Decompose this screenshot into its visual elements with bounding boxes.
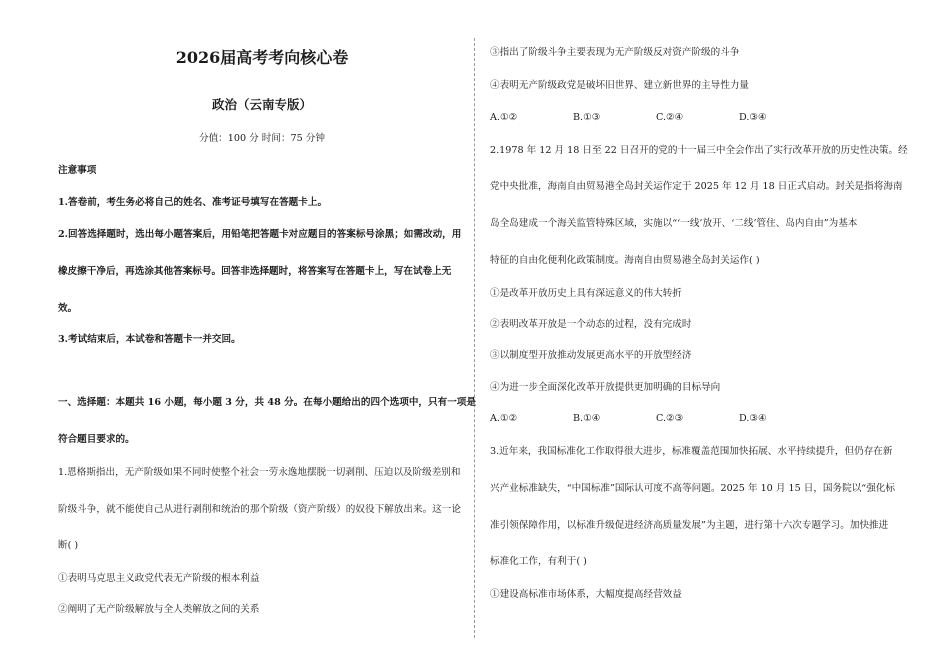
q1-stem-line-1: 1.恩格斯指出，无产阶级如果不同时使整个社会一劳永逸地摆脱一切剥削、压迫以及阶级差别和 [58, 467, 461, 478]
q1-stem-line-3: 断( ) [58, 540, 79, 551]
q1-option-b[interactable]: B.①③ [573, 112, 601, 123]
notice-item-2-line-3: 效。 [58, 303, 78, 314]
q2-statement-3: ③以制度型开放推动发展更高水平的开放型经济 [490, 350, 692, 361]
q2-option-a[interactable]: A.①② [490, 413, 518, 424]
column-divider [474, 38, 475, 638]
notice-heading: 注意事项 [58, 165, 97, 176]
q2-option-b[interactable]: B.①④ [573, 413, 601, 424]
q2-statement-4: ④为进一步全面深化改革开放提供更加明确的目标导向 [490, 382, 721, 393]
notice-item-3: 3.考试结束后，本试卷和答题卡一并交回。 [58, 334, 241, 345]
q2-stem-line-1: 2.1978 年 12 月 18 日至 22 日召开的党的十一届三中全会作出了实行改革开放的历史性决策。经 [490, 145, 908, 156]
q2-statement-1: ①是改革开放历史上具有深远意义的伟大转折 [490, 288, 682, 299]
q2-statement-2: ②表明改革开放是一个动态的过程，没有完成时 [490, 319, 692, 330]
q2-option-d[interactable]: D.③④ [739, 413, 767, 424]
q1-option-d[interactable]: D.③④ [739, 112, 767, 123]
q2-stem-line-2: 党中央批准，海南自由贸易港全岛封关运作定于 2025 年 12 月 18 日正式启动。封关是指将海南 [490, 181, 903, 192]
q3-stem-line-2: 兴产业标准缺失，“中国标准”国际认可度不高等问题。2025 年 10 月 15 日，国务院以“强化标 [490, 483, 895, 494]
exam-meta: 分值：100 分 时间：75 分钟 [198, 133, 325, 144]
q1-options [490, 112, 822, 124]
q2-options [490, 413, 822, 425]
q3-stem-line-1: 3.近年来，我国标准化工作取得很大进步，标准覆盖范围加快拓展、水平持续提升，但仍存在新 [490, 446, 893, 457]
exam-subtitle: 政治（云南专版） [211, 97, 312, 112]
q3-stem-line-4: 标准化工作，有利于( ) [490, 556, 587, 567]
q1-option-a[interactable]: A.①② [490, 112, 518, 123]
q3-statement-1: ①建设高标准市场体系，大幅度提高经营效益 [490, 589, 682, 600]
section-heading-line-1: 一、选择题：本题共 16 小题，每小题 3 分，共 48 分。在每小题给出的四个选项中，只有一项是 [58, 397, 476, 408]
q1-statement-2: ②阐明了无产阶级解放与全人类解放之间的关系 [58, 604, 260, 615]
notice-item-1: 1.答卷前，考生务必将自己的姓名、准考证号填写在答题卡上。 [58, 197, 328, 208]
q1-stem-line-2: 阶级斗争，就不能使自己从进行剥削和统治的那个阶级（资产阶级）的奴役下解放出来。这一论 [58, 504, 461, 515]
q2-stem-line-3: 岛全岛建成一个海关监管特殊区域，实施以“‘一线’放开、‘二线’管住、岛内自由”为基本 [490, 218, 858, 229]
q1-statement-1: ①表明马克思主义政党代表无产阶级的根本利益 [58, 573, 260, 584]
exam-title: 2026届高考考向核心卷 [175, 48, 349, 67]
q1-statement-4: ④表明无产阶级政党是破坏旧世界、建立新世界的主导性力量 [490, 80, 750, 91]
q2-option-c[interactable]: C.②③ [656, 413, 684, 424]
notice-item-2-line-1: 2.回答选择题时，选出每小题答案后，用铅笔把答题卡对应题目的答案标号涂黑；如需改动，用 [58, 229, 462, 240]
section-heading-line-2: 符合题目要求的。 [58, 434, 135, 445]
q2-stem-line-4: 特征的自由化便利化政策制度。海南自由贸易港全岛封关运作( ) [490, 255, 760, 266]
notice-item-2-line-2: 橡皮擦干净后，再选涂其他答案标号。回答非选择题时，将答案写在答题卡上，写在试卷上无 [58, 266, 452, 277]
q1-statement-3: ③指出了阶级斗争主要表现为无产阶级反对资产阶级的斗争 [490, 47, 740, 58]
q3-stem-line-3: 准引领保障作用，以标准升级促进经济高质量发展”为主题，进行第十六次专题学习。加快推进 [490, 520, 889, 531]
q1-option-c[interactable]: C.②④ [656, 112, 684, 123]
